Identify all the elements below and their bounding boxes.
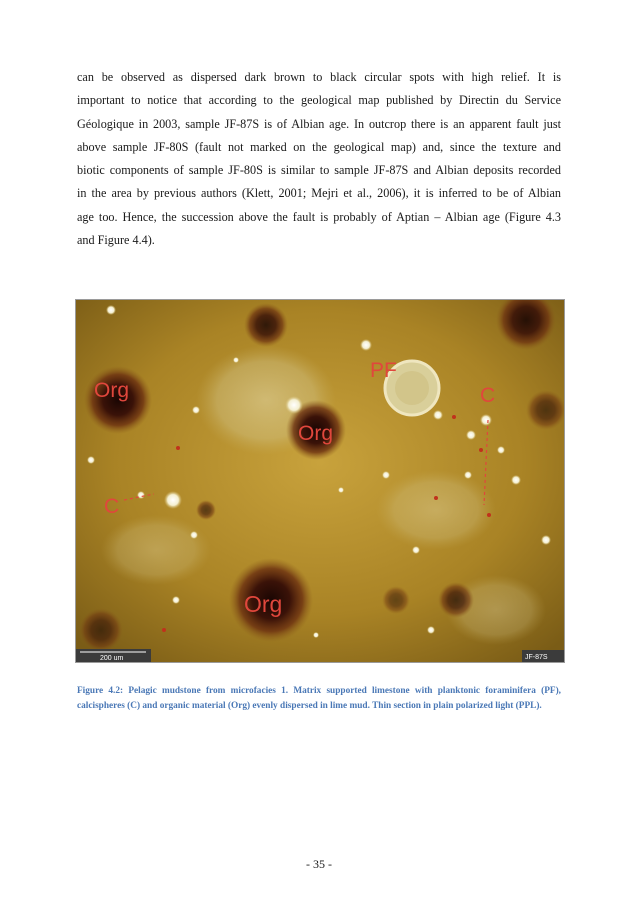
body-line: and Figure 4.4). [77,233,155,248]
body-paragraph [77,66,561,252]
body-line: important to notice that according to the geological map published by Directin du Service [77,93,561,108]
scale-bar-label: 200 um [100,655,124,662]
label-c-left: C [104,495,120,518]
body-line: age too. Hence, the succession above the fault is probably of Aptian – Albian age (Figure 4.3 [77,209,561,224]
label-org-bottom: Org [244,591,283,617]
body-line: can be observed as dispersed dark brown to black circular spots with high relief. It is [77,70,561,84]
caption-line: calcispheres (C) and organic material (Org) evenly dispersed in lime mud. Thin section in plain polarized light (PPL). [77,700,542,711]
caption-line: Figure 4.2: Pelagic mudstone from microfacies 1. Matrix supported limestone with planktonic foraminifera (PF), [77,686,561,696]
body-line: Géologique in 2003, sample JF-87S is of Albian age. In outcrop there is an apparent fault just [77,116,561,131]
label-pf: PF [370,359,397,382]
sample-id-label: JF-87S [525,654,548,661]
body-line: in the area by previous authors (Klett, 2001; Mejri et al., 2006), it is inferred to be of Albian [77,186,561,201]
label-c-right: C [480,384,496,407]
thin-section-micrograph [75,299,565,663]
label-org-left: Org [94,379,130,402]
page-number: - 35 - [306,857,332,871]
body-line: above sample JF-80S (fault not marked on the geological map) and, since the texture and [77,139,561,154]
body-line: biotic components of sample JF-80S is similar to sample JF-87S and Albian deposits recorded [77,163,561,178]
label-org-center: Org [298,422,334,445]
micrograph-image [76,300,564,662]
figure-caption [77,684,561,713]
